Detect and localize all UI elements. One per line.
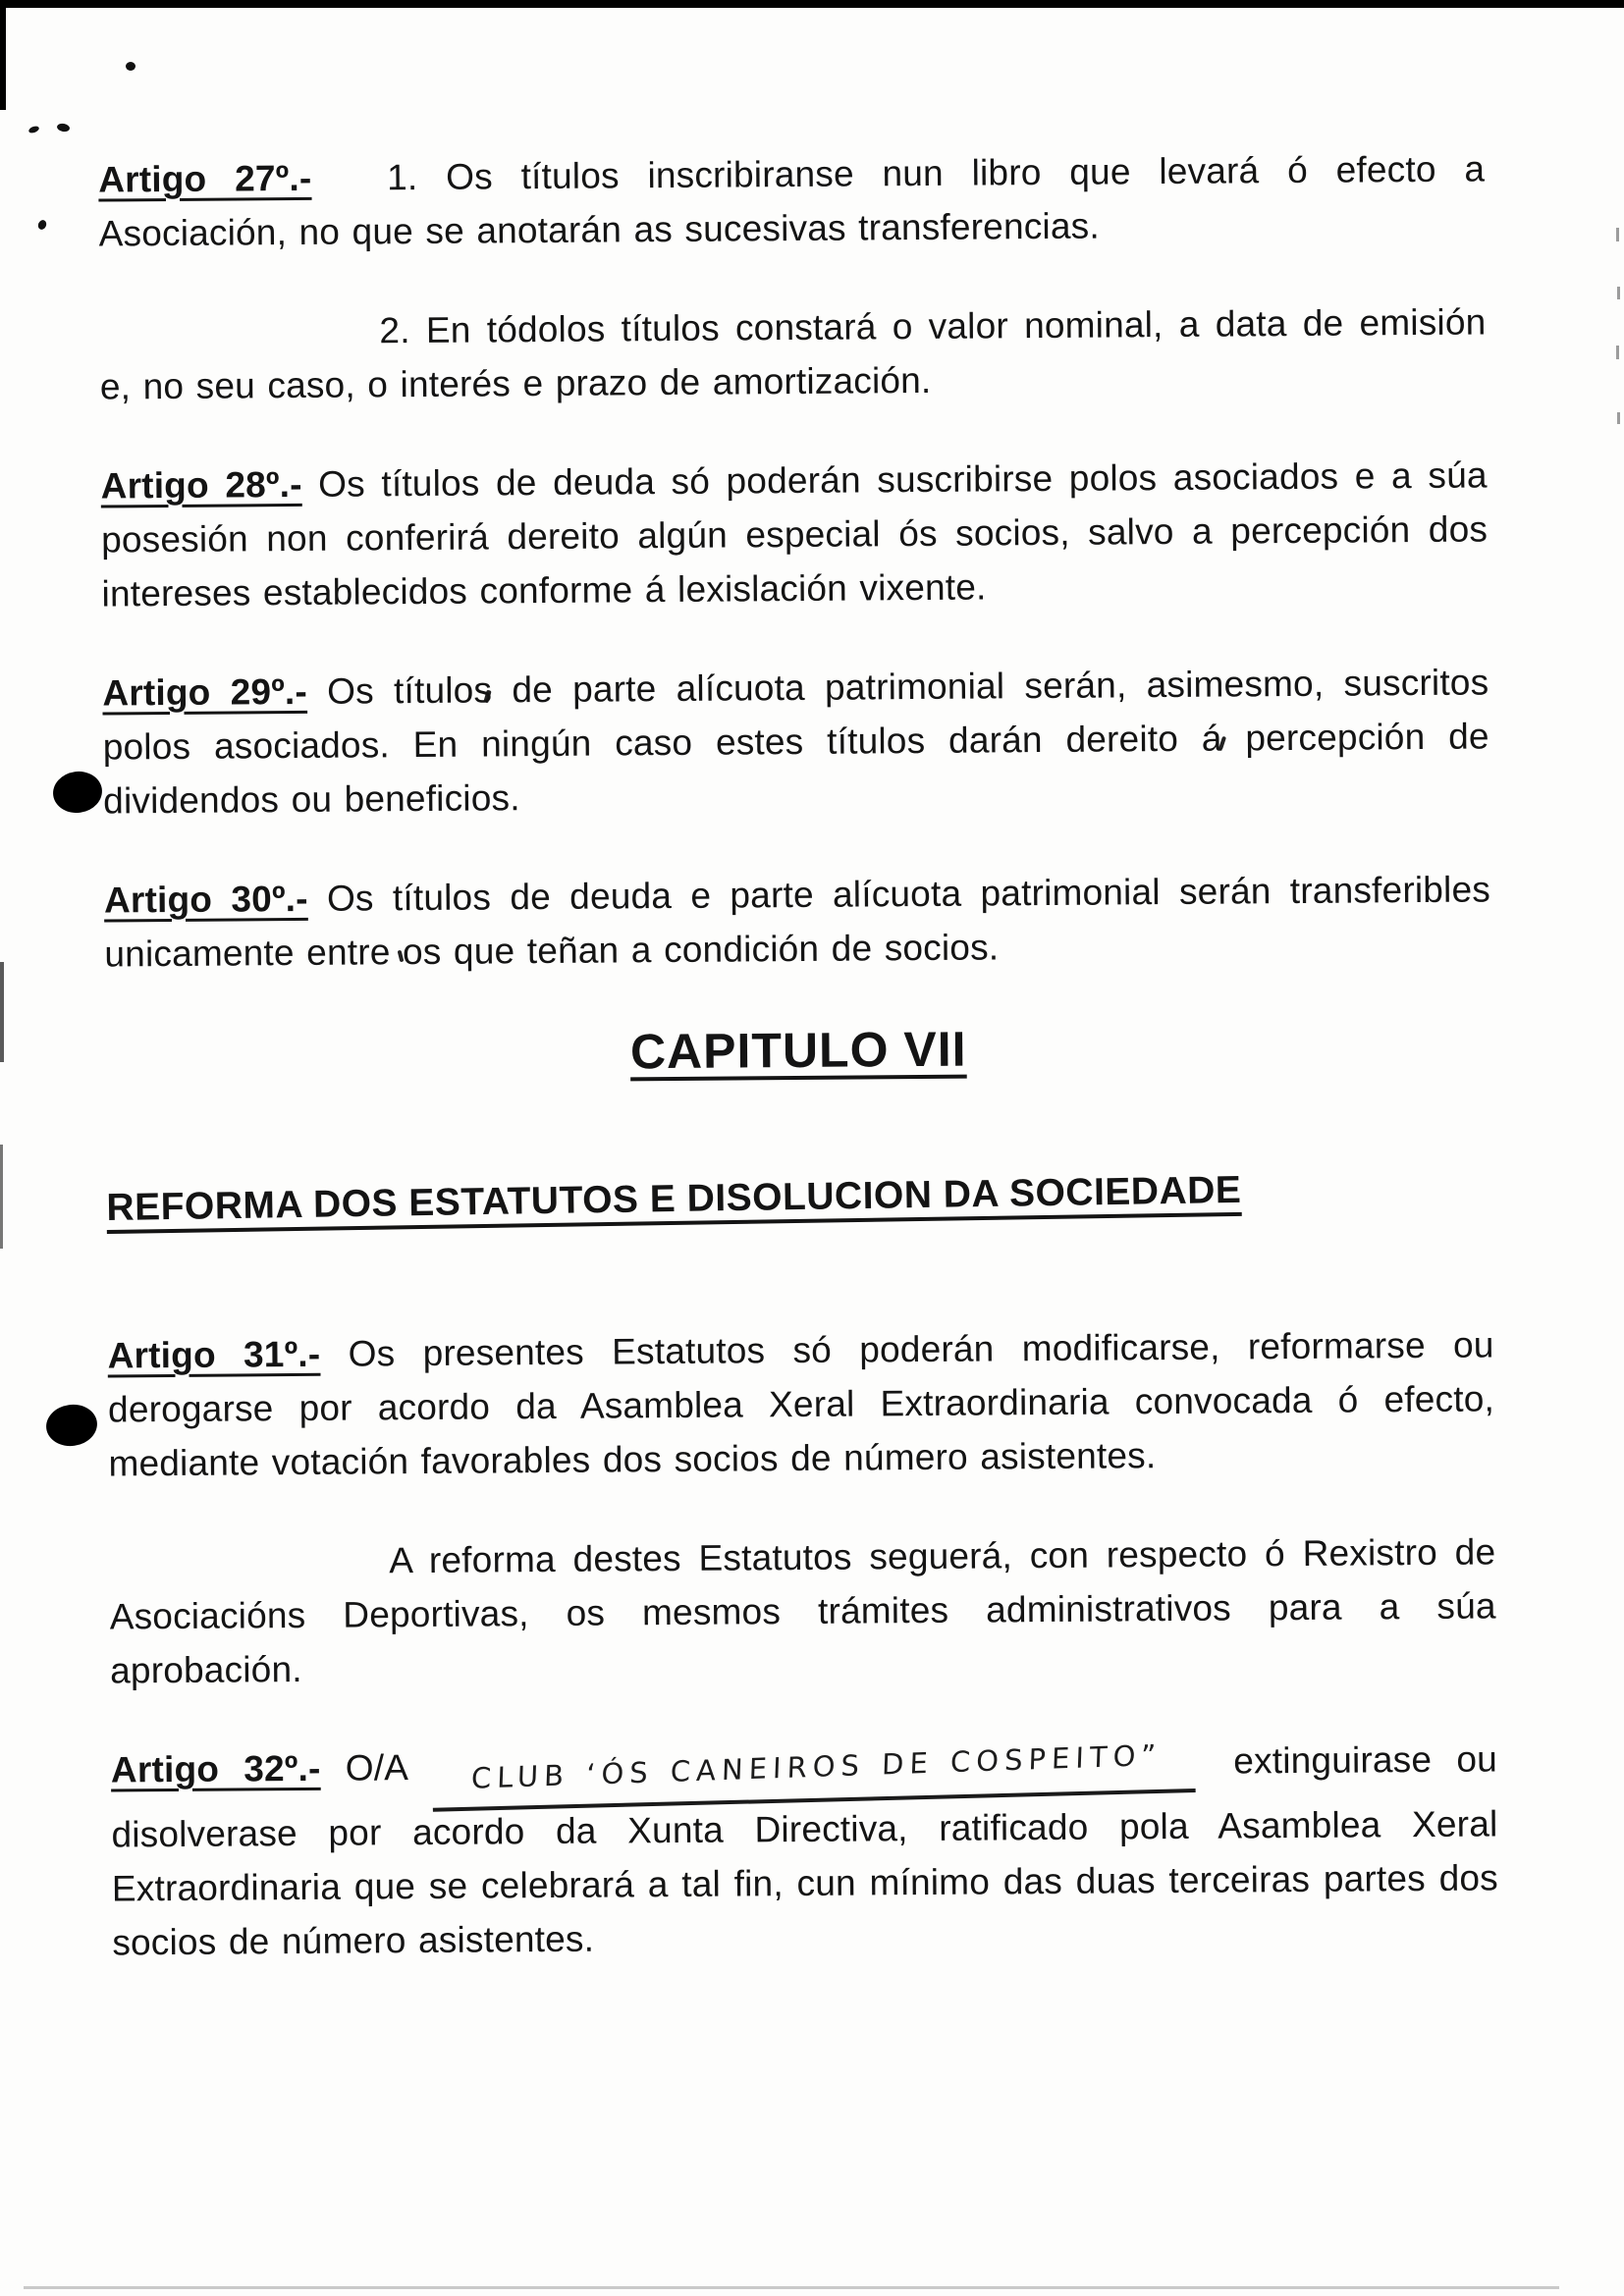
article-29-label: Artigo 29º.- bbox=[102, 670, 308, 714]
article-30-label: Artigo 30º.- bbox=[103, 878, 308, 921]
article-30-text: Os títulos de deuda e parte alícuota patrimonial serán transferibles unicamente entre os que teñan a condición de socios. bbox=[104, 869, 1491, 975]
article-27-label: Artigo 27º.- bbox=[98, 157, 312, 200]
scan-speck bbox=[56, 123, 70, 133]
section-heading-text: REFORMA DOS ESTATUTOS E DISOLUCION DA SOCIEDADE bbox=[106, 1168, 1242, 1230]
fill-in-blank-line bbox=[431, 1728, 1195, 1812]
hole-punch-mark bbox=[50, 769, 104, 817]
article-32-prefix: O/A bbox=[345, 1747, 409, 1789]
article-27-paragraph-1-text: 1. Os títulos inscribiranse nun libro que levará ó efecto a Asociación, no que se anotarán as sucesivas transferencias. bbox=[98, 148, 1486, 254]
chapter-heading bbox=[105, 1015, 1491, 1085]
scan-speck bbox=[27, 125, 39, 133]
section-heading bbox=[106, 1168, 1492, 1228]
document-body bbox=[98, 141, 1499, 2014]
article-27-paragraph-1 bbox=[98, 141, 1486, 260]
article-29-text: Os títulos de parte alícuota patrimonial serán, asimesmo, suscritos polos asociados. En ningún caso estes títulos darán dereito á percepción de dividendos ou beneficios. bbox=[102, 662, 1489, 822]
chapter-heading-text: CAPITULO VII bbox=[629, 1021, 967, 1080]
scan-right-edge-dash bbox=[1617, 412, 1620, 424]
article-32-paragraph bbox=[111, 1732, 1499, 1969]
article-29-paragraph bbox=[102, 655, 1489, 828]
scan-left-edge-line bbox=[0, 1145, 3, 1249]
article-31-label: Artigo 31º.- bbox=[107, 1333, 321, 1376]
article-32-text: extinguirase ou disolverase por acordo da Xunta Directiva, ratificado pola Asamblea Xeral Extraordinaria que se celebrará a tal fin, cun mínimo das duas terceiras partes dos socios de número asistentes. bbox=[111, 1738, 1499, 1963]
scan-right-edge-dash bbox=[1616, 346, 1619, 359]
article-32-label: Artigo 32º.- bbox=[110, 1747, 321, 1790]
article-28-text: Os títulos de deuda só poderán suscribirse polos asociados e a súa posesión non conferirá dereito algún especial ós socios, salvo a percepción dos intereses establecidos conforme á lexislación vixente. bbox=[100, 454, 1489, 614]
scan-bottom-edge-line bbox=[24, 2286, 1559, 2289]
scan-right-edge-dash bbox=[1616, 228, 1619, 241]
scan-speck bbox=[36, 219, 47, 231]
article-30-paragraph bbox=[104, 862, 1491, 981]
article-28-label: Artigo 28º.- bbox=[100, 463, 302, 507]
handwritten-club-name: CLUB ‘ÓS CANEIROS DE COSPEITO” bbox=[470, 1737, 1163, 1795]
article-28-paragraph bbox=[100, 448, 1488, 620]
scan-right-edge-dash bbox=[1617, 287, 1620, 299]
scan-speck bbox=[126, 62, 135, 71]
article-31-paragraph-2-text: A reforma destes Estatutos seguerá, con respecto ó Rexistro de Asociacións Deportivas, os mesmos trámites administrativos para a súa aprobación. bbox=[109, 1531, 1496, 1691]
article-31-text: Os presentes Estatutos só poderán modificarse, reformarse ou derogarse por acordo da Asamblea Xeral Extraordinaria convocada ó efecto, mediante votación favorables dos socios de número asistentes. bbox=[107, 1324, 1495, 1484]
article-31-paragraph-1 bbox=[107, 1317, 1494, 1490]
article-27-paragraph-2 bbox=[99, 294, 1487, 413]
scan-left-edge-strip bbox=[0, 0, 6, 110]
article-27-paragraph-2-text: 2. En tódolos títulos constará o valor nominal, a data de emisión e, no seu caso, o interés e prazo de amortización. bbox=[99, 301, 1487, 407]
hole-punch-mark bbox=[43, 1402, 99, 1450]
scan-top-edge-band bbox=[0, 0, 1624, 8]
article-31-paragraph-2 bbox=[109, 1524, 1496, 1697]
scan-left-edge-line bbox=[0, 962, 4, 1062]
